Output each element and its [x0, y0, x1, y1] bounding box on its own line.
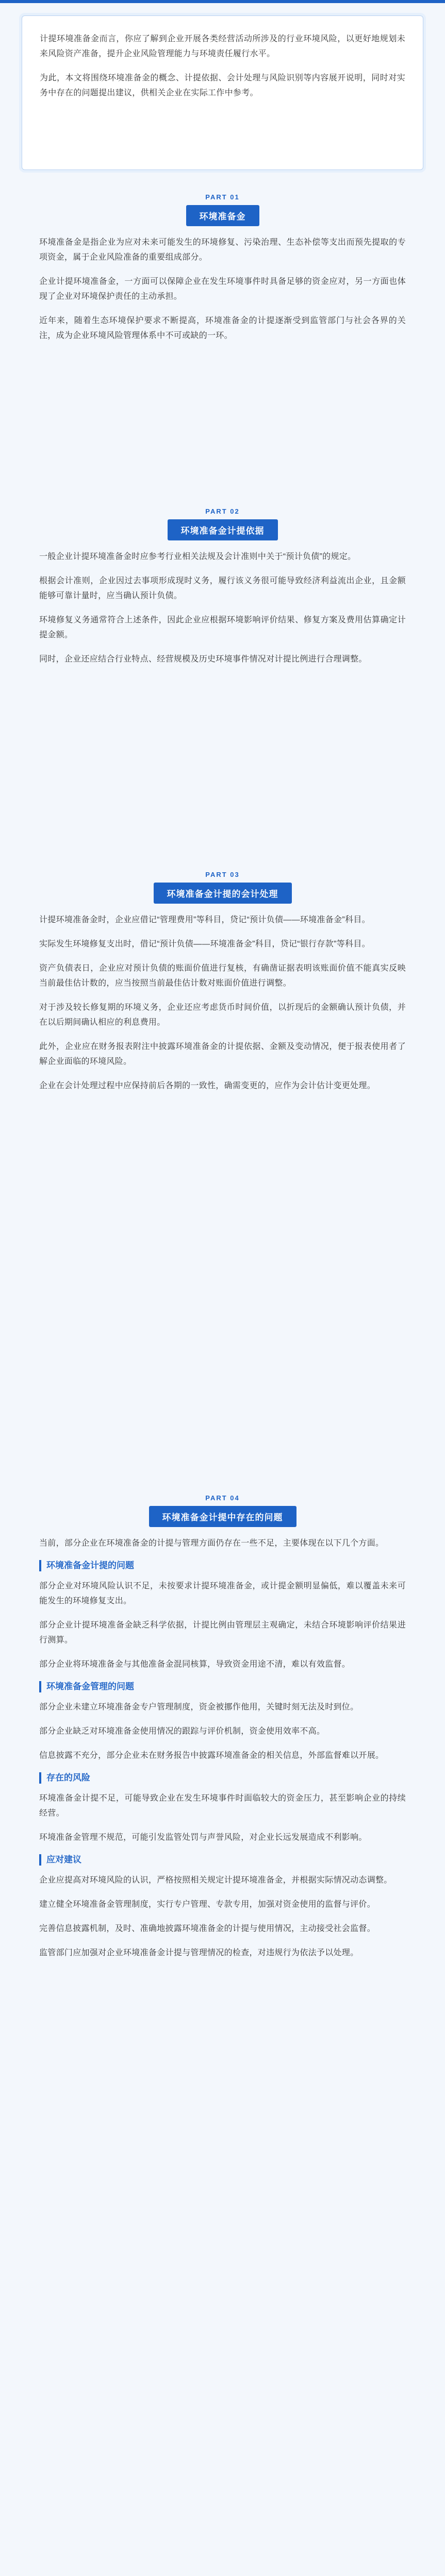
body-paragraph: 当前，部分企业在环境准备金的计提与管理方面仍存在一些不足，主要体现在以下几个方面。 [39, 1539, 384, 1548]
body-paragraph: 根据会计准则，企业因过去事项形成现时义务，履行该义务很可能导致经济利益流出企业，且金额能够可靠计量时，应当确认预计负债。 [39, 577, 406, 600]
body-paragraph: 此外，企业应在财务报表附注中披露环境准备金的计提依据、金额及变动情况，便于报表使用者了解企业面临的环境风险。 [39, 1042, 406, 1066]
body-paragraph: 建立健全环境准备金管理制度，实行专户管理、专款专用，加强对资金使用的监督与评价。 [39, 1900, 376, 1909]
top-accent-bar [0, 0, 445, 3]
part-01-header [0, 193, 445, 226]
body-paragraph: 信息披露不充分，部分企业未在财务报告中披露环境准备金的相关信息，外部监督难以开展。 [39, 1751, 384, 1760]
part-04-body [22, 1533, 423, 2576]
body-paragraph: 部分企业计提环境准备金缺乏科学依据，计提比例由管理层主观确定，未结合环境影响评价结果进行测算。 [39, 1621, 406, 1645]
part-title: 环境准备金计提的会计处理 [154, 883, 292, 904]
part-label: PART 02 [205, 507, 240, 515]
body-paragraph: 企业应提高对环境风险的认识，严格按照相关规定计提环境准备金，并根据实际情况动态调整。 [39, 1876, 392, 1885]
body-paragraph: 企业计提环境准备金，一方面可以保障企业在发生环境事件时具备足够的资金应对，另一方面也体现了企业对环境保护责任的主动承担。 [39, 277, 406, 301]
part-label: PART 04 [205, 1494, 240, 1502]
part-04-header [0, 1494, 445, 1527]
part-03-header [0, 871, 445, 904]
part-03-body [22, 909, 423, 1466]
body-paragraph: 完善信息披露机制，及时、准确地披露环境准备金的计提与使用情况，主动接受社会监督。 [39, 1924, 376, 1933]
part-label: PART 01 [205, 193, 240, 201]
subsection-title: 应对建议 [39, 1854, 406, 1866]
part-01-body [22, 232, 423, 474]
body-paragraph: 环境修复义务通常符合上述条件，因此企业应根据环境影响评价结果、修复方案及费用估算确定计提金额。 [39, 616, 406, 639]
body-paragraph: 实际发生环境修复支出时，借记“预计负债——环境准备金”科目，贷记“银行存款”等科目。 [39, 940, 370, 948]
part-title: 环境准备金计提依据 [168, 519, 278, 540]
body-paragraph: 部分企业未建立环境准备金专户管理制度，资金被挪作他用，关键时刻无法及时到位。 [39, 1703, 359, 1711]
body-paragraph: 一般企业计提环境准备金时应参考行业相关法规及会计准则中关于“预计负债”的规定。 [39, 552, 356, 561]
intro-paragraph: 计提环境准备金而言，你应了解到企业开展各类经营活动所涉及的行业环境风险，以更好地规划未来风险资产准备，提升企业风险管理能力与环境责任履行水平。 [40, 35, 405, 58]
part-label: PART 03 [205, 871, 240, 878]
part-title: 环境准备金计提中存在的问题 [149, 1506, 296, 1527]
part-02-header [0, 507, 445, 540]
body-paragraph: 监管部门应加强对企业环境准备金计提与管理情况的检查，对违规行为依法予以处理。 [39, 1948, 359, 1957]
body-paragraph: 部分企业将环境准备金与其他准备金混同核算，导致资金用途不清，难以有效监督。 [39, 1660, 351, 1669]
body-paragraph: 近年来，随着生态环境保护要求不断提高，环境准备金的计提逐渐受到监管部门与社会各界的关注，成为企业环境风险管理体系中不可或缺的一环。 [39, 316, 406, 340]
body-paragraph: 部分企业缺乏对环境准备金使用情况的跟踪与评价机制，资金使用效率不高。 [39, 1727, 325, 1736]
body-paragraph: 企业在会计处理过程中应保持前后各期的一致性，确需变更的，应作为会计估计变更处理。 [39, 1081, 376, 1090]
body-paragraph: 部分企业对环境风险认识不足，未按要求计提环境准备金，或计提金额明显偏低，难以覆盖未来可能发生的环境修复支出。 [39, 1582, 406, 1605]
body-paragraph: 同时，企业还应结合行业特点、经营规模及历史环境事件情况对计提比例进行合理调整。 [39, 655, 367, 664]
body-paragraph: 环境准备金是指企业为应对未来可能发生的环境修复、污染治理、生态补偿等支出而预先提取的专项资金，属于企业风险准备的重要组成部分。 [39, 238, 406, 262]
subsection-title: 环境准备金管理的问题 [39, 1681, 406, 1692]
subsection-title: 环境准备金计提的问题 [39, 1560, 406, 1571]
body-paragraph: 资产负债表日，企业应对预计负债的账面价值进行复核，有确凿证据表明该账面价值不能真实反映当前最佳估计数的，应当按照当前最佳估计数对账面价值进行调整。 [39, 964, 406, 988]
intro-card [22, 15, 423, 170]
body-paragraph: 环境准备金管理不规范，可能引发监管处罚与声誉风险，对企业长远发展造成不利影响。 [39, 1833, 367, 1842]
body-paragraph: 计提环境准备金时，企业应借记“管理费用”等科目，贷记“预计负债——环境准备金”科目。 [39, 916, 370, 924]
part-title: 环境准备金 [186, 205, 259, 226]
body-paragraph: 对于涉及较长修复期的环境义务，企业还应考虑货币时间价值，以折现后的金额确认预计负债，并在以后期间确认相应的利息费用。 [39, 1003, 406, 1027]
body-paragraph: 环境准备金计提不足，可能导致企业在发生环境事件时面临较大的资金压力，甚至影响企业的持续经营。 [39, 1794, 406, 1818]
intro-paragraph: 为此，本文将围绕环境准备金的概念、计提依据、会计处理与风险识别等内容展开说明，同时对实务中存在的问题提出建议，供相关企业在实际工作中参考。 [40, 74, 405, 97]
part-02-body [22, 546, 423, 845]
subsection-title: 存在的风险 [39, 1772, 406, 1784]
